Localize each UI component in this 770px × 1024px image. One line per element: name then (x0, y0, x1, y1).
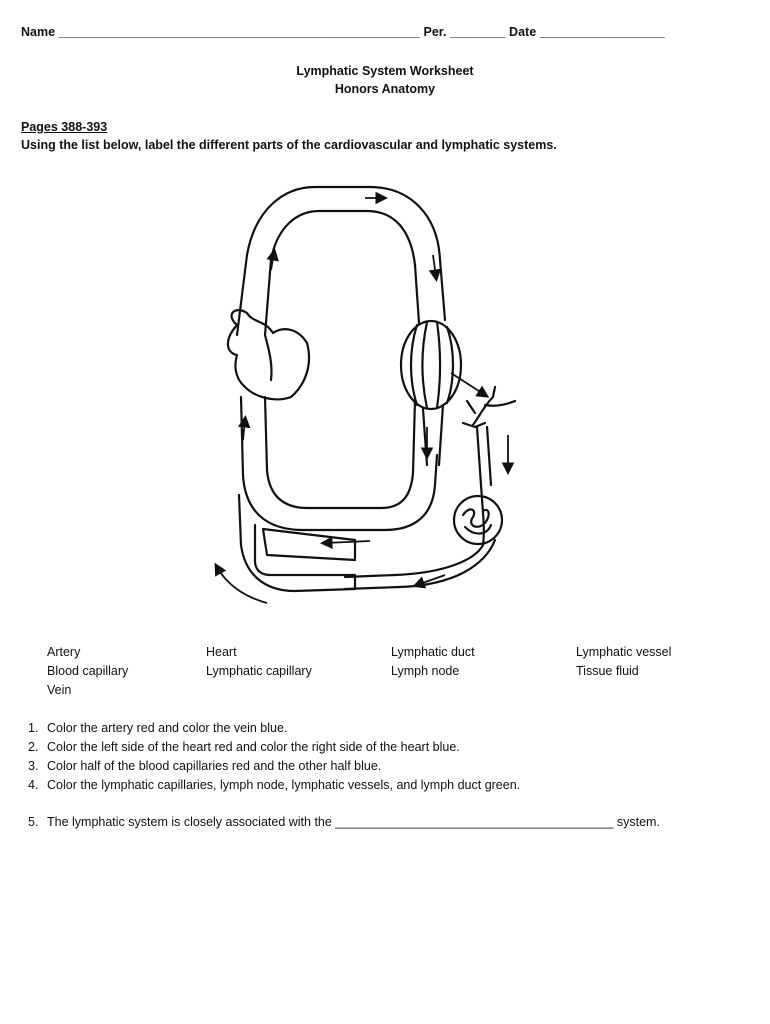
question-number: 5. (28, 815, 39, 829)
word-bank-blood-capillary: Blood capillary (47, 664, 129, 678)
date-label: Date (509, 25, 537, 39)
name-label: Name (21, 25, 56, 39)
question-number: 2. (28, 740, 39, 754)
vein-inner (265, 397, 415, 508)
question-2 (28, 740, 460, 754)
question-text: Color the left side of the heart red and color the right side of the heart blue. (47, 740, 460, 754)
lymphatic-duct-inner (345, 540, 495, 589)
lymphatic-capillary (463, 387, 515, 427)
name-period-date-line (21, 25, 665, 39)
question-number: 3. (28, 759, 39, 773)
date-blank[interactable]: __________________ (539, 25, 665, 39)
period-label: Per. (423, 25, 447, 39)
word-bank-lymph-node: Lymph node (391, 664, 460, 678)
question-text: Color the artery red and color the vein blue. (47, 721, 288, 735)
word-bank-heart: Heart (206, 645, 237, 659)
word-bank-vein: Vein (47, 683, 72, 697)
name-blank[interactable]: ____________________________________________________ (58, 25, 421, 39)
question-4 (28, 778, 520, 792)
vessel-loop-inner (265, 211, 419, 335)
question-number: 1. (28, 721, 39, 735)
question-number: 4. (28, 778, 39, 792)
word-bank-lymphatic-capillary: Lymphatic capillary (206, 664, 312, 678)
lymph-node (454, 496, 502, 544)
question-text[interactable]: The lymphatic system is closely associated with the ________________________________________ system. (47, 815, 660, 829)
circulatory-lymphatic-diagram (195, 165, 540, 620)
period-blank[interactable]: ________ (449, 25, 506, 39)
vein-outer (241, 397, 437, 530)
word-bank-tissue-fluid: Tissue fluid (576, 664, 639, 678)
question-5[interactable] (28, 815, 660, 829)
question-text: Color half of the blood capillaries red and the other half blue. (47, 759, 382, 773)
instructions: Using the list below, label the different parts of the cardiovascular and lymphatic systems. (21, 138, 557, 152)
word-bank-lymphatic-duct: Lymphatic duct (391, 645, 475, 659)
question-text: Color the lymphatic capillaries, lymph node, lymphatic vessels, and lymph duct green. (47, 778, 521, 792)
question-1 (28, 721, 287, 735)
word-bank-artery: Artery (47, 645, 81, 659)
word-bank-lymphatic-vessel: Lymphatic vessel (576, 645, 672, 659)
pages-reference: Pages 388-393 (21, 120, 108, 134)
question-3 (28, 759, 381, 773)
worksheet-title: Lymphatic System Worksheet (296, 64, 474, 78)
course-subtitle: Honors Anatomy (334, 82, 436, 96)
heart-outline (228, 310, 309, 399)
